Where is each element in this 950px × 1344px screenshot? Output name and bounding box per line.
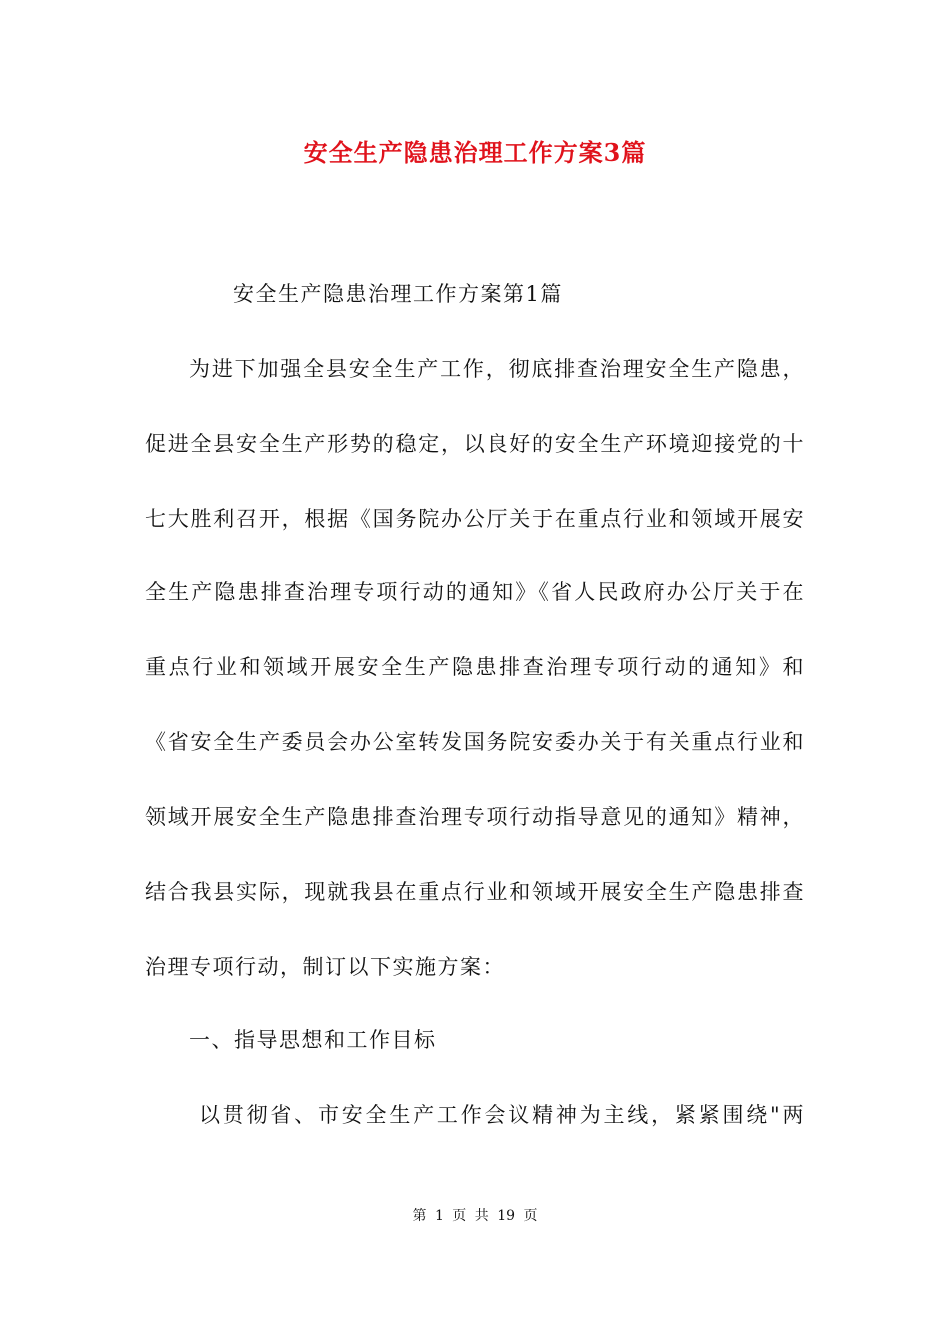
paragraph-last-line: 以贯彻省、市安全生产工作会议精神为主线，紧紧围绕"两 [199, 1103, 805, 1127]
section-heading: 安全生产隐患治理工作方案第1篇 [233, 282, 563, 306]
paragraph-line-9: 治理专项行动，制订以下实施方案： [145, 955, 505, 979]
paragraph-line-6: 《省安全生产委员会办公室转发国务院安委办关于有关重点行业和 [145, 730, 805, 754]
paragraph-line-4: 全生产隐患排查治理专项行动的通知》《省人民政府办公厅关于在 [145, 580, 805, 604]
paragraph-line-1: 为进下加强全县安全生产工作，彻底排查治理安全生产隐患， [189, 357, 805, 381]
page-number-footer: 第 1 页 共 19 页 [412, 1208, 538, 1224]
document-title: 安全生产隐患治理工作方案3篇 [303, 138, 647, 167]
paragraph-line-8: 结合我县实际，现就我县在重点行业和领域开展安全生产隐患排查 [145, 880, 805, 904]
paragraph-line-2: 促进全县安全生产形势的稳定，以良好的安全生产环境迎接党的十 [145, 432, 805, 456]
paragraph-line-3: 七大胜利召开，根据《国务院办公厅关于在重点行业和领域开展安 [145, 507, 805, 531]
subheading: 一、指导思想和工作目标 [189, 1028, 437, 1052]
paragraph-line-5: 重点行业和领域开展安全生产隐患排查治理专项行动的通知》和 [145, 655, 805, 679]
paragraph-line-7: 领域开展安全生产隐患排查治理专项行动指导意见的通知》精神， [145, 805, 805, 829]
